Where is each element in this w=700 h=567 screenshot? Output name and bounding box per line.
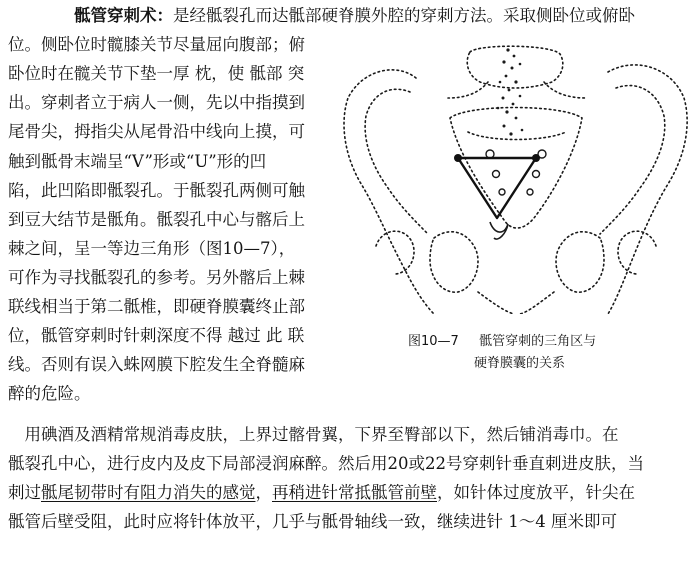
- text-line-18: 骶管后壁受阻，此时应将针体放平，几乎与骶骨轴线一致，继续进针 1～4 厘米即可: [8, 512, 617, 531]
- text-line-15: 用碘酒及酒精常规消毒皮肤，上界过髂骨翼，下界至臀部以下，然后铺消毒巾。在: [8, 425, 619, 444]
- text-line-6: 触到骶骨末端呈“V”形或“U”形的凹: [8, 152, 267, 171]
- text-line-13: 线。否则有误入蛛网膜下腔发生全脊髓麻: [8, 355, 305, 374]
- figure-label: 图10—7: [408, 334, 459, 349]
- text-line-1-body: 是经骶裂孔而达骶部硬脊膜外腔的穿刺方法。采取侧卧位或俯卧: [173, 6, 635, 25]
- coccyx: [490, 222, 508, 239]
- text-line-17: [8, 483, 692, 503]
- text-line-4: 出。穿刺者立于病人一侧，先以中指摸到: [8, 93, 305, 112]
- text-line-11: 联线相当于第二骶椎，即硬脊膜囊终止部: [8, 297, 305, 316]
- left-obturator-outline: [430, 232, 478, 292]
- right-femur-head-outline: [618, 231, 656, 274]
- text-line-12: 位，骶管穿刺时针刺深度不得 越过 此 联: [8, 326, 305, 345]
- text-line-16: 骶裂孔中心，进行皮内及皮下局部浸润麻醉。然后用20或22号穿刺针垂直刺进皮肤，当: [8, 454, 644, 473]
- text-line-3: 卧位时在髋关节下垫一厚 枕，使 骶部 突: [8, 64, 305, 83]
- line-17-end: ，如针体过度放平，针尖在: [437, 483, 635, 502]
- text-line-2: 位。侧卧位时髋膝关节尽量屈向腹部；俯: [8, 35, 305, 54]
- text-line-10: 可作为寻找骶裂孔的参考。另外髂后上棘: [8, 268, 305, 287]
- figure-caption: [408, 331, 678, 375]
- right-iliac-inner-outline: [600, 86, 665, 234]
- right-obturator-outline: [556, 232, 604, 292]
- left-posterior-spine-dot: [454, 154, 462, 162]
- sacrum-outline: [450, 108, 582, 229]
- underlined-phrase-2: 再稍进针常抵骶管前壁: [272, 483, 437, 502]
- right-iliac-crest-outline: [608, 65, 687, 314]
- text-line-14: 醉的危险。: [8, 384, 91, 403]
- pelvis-illustration: [338, 42, 694, 314]
- left-femur-head-outline: [376, 231, 414, 274]
- spinal-canal-shading: [497, 48, 524, 135]
- left-iliac-crest-outline: [344, 70, 434, 314]
- left-iliac-inner-outline: [365, 89, 428, 234]
- line-17-start: 刺过: [8, 483, 41, 502]
- section-heading: 骶管穿刺术：: [74, 6, 173, 25]
- right-posterior-spine-dot: [532, 154, 540, 162]
- text-line-7: 陷，此凹陷即骶裂孔。于骶裂孔两侧可触: [8, 181, 305, 200]
- underlined-phrase-1: 骶尾韧带时有阻力消失的感觉: [41, 483, 256, 502]
- figure-caption-line-1: 骶管穿刺的三角区与: [479, 334, 597, 349]
- text-line-1: [8, 6, 692, 26]
- text-line-5: 尾骨尖，拇指尖从尾骨沿中线向上摸，可: [8, 122, 305, 141]
- text-line-9: 棘之间，呈一等边三角形（图10—7），: [8, 239, 296, 258]
- figure-caption-line-2: 硬脊膜囊的关系: [474, 356, 566, 371]
- text-line-8: 到豆大结节是骶角。骶裂孔中心与髂后上: [8, 210, 305, 229]
- line-17-middle: ，: [255, 483, 272, 502]
